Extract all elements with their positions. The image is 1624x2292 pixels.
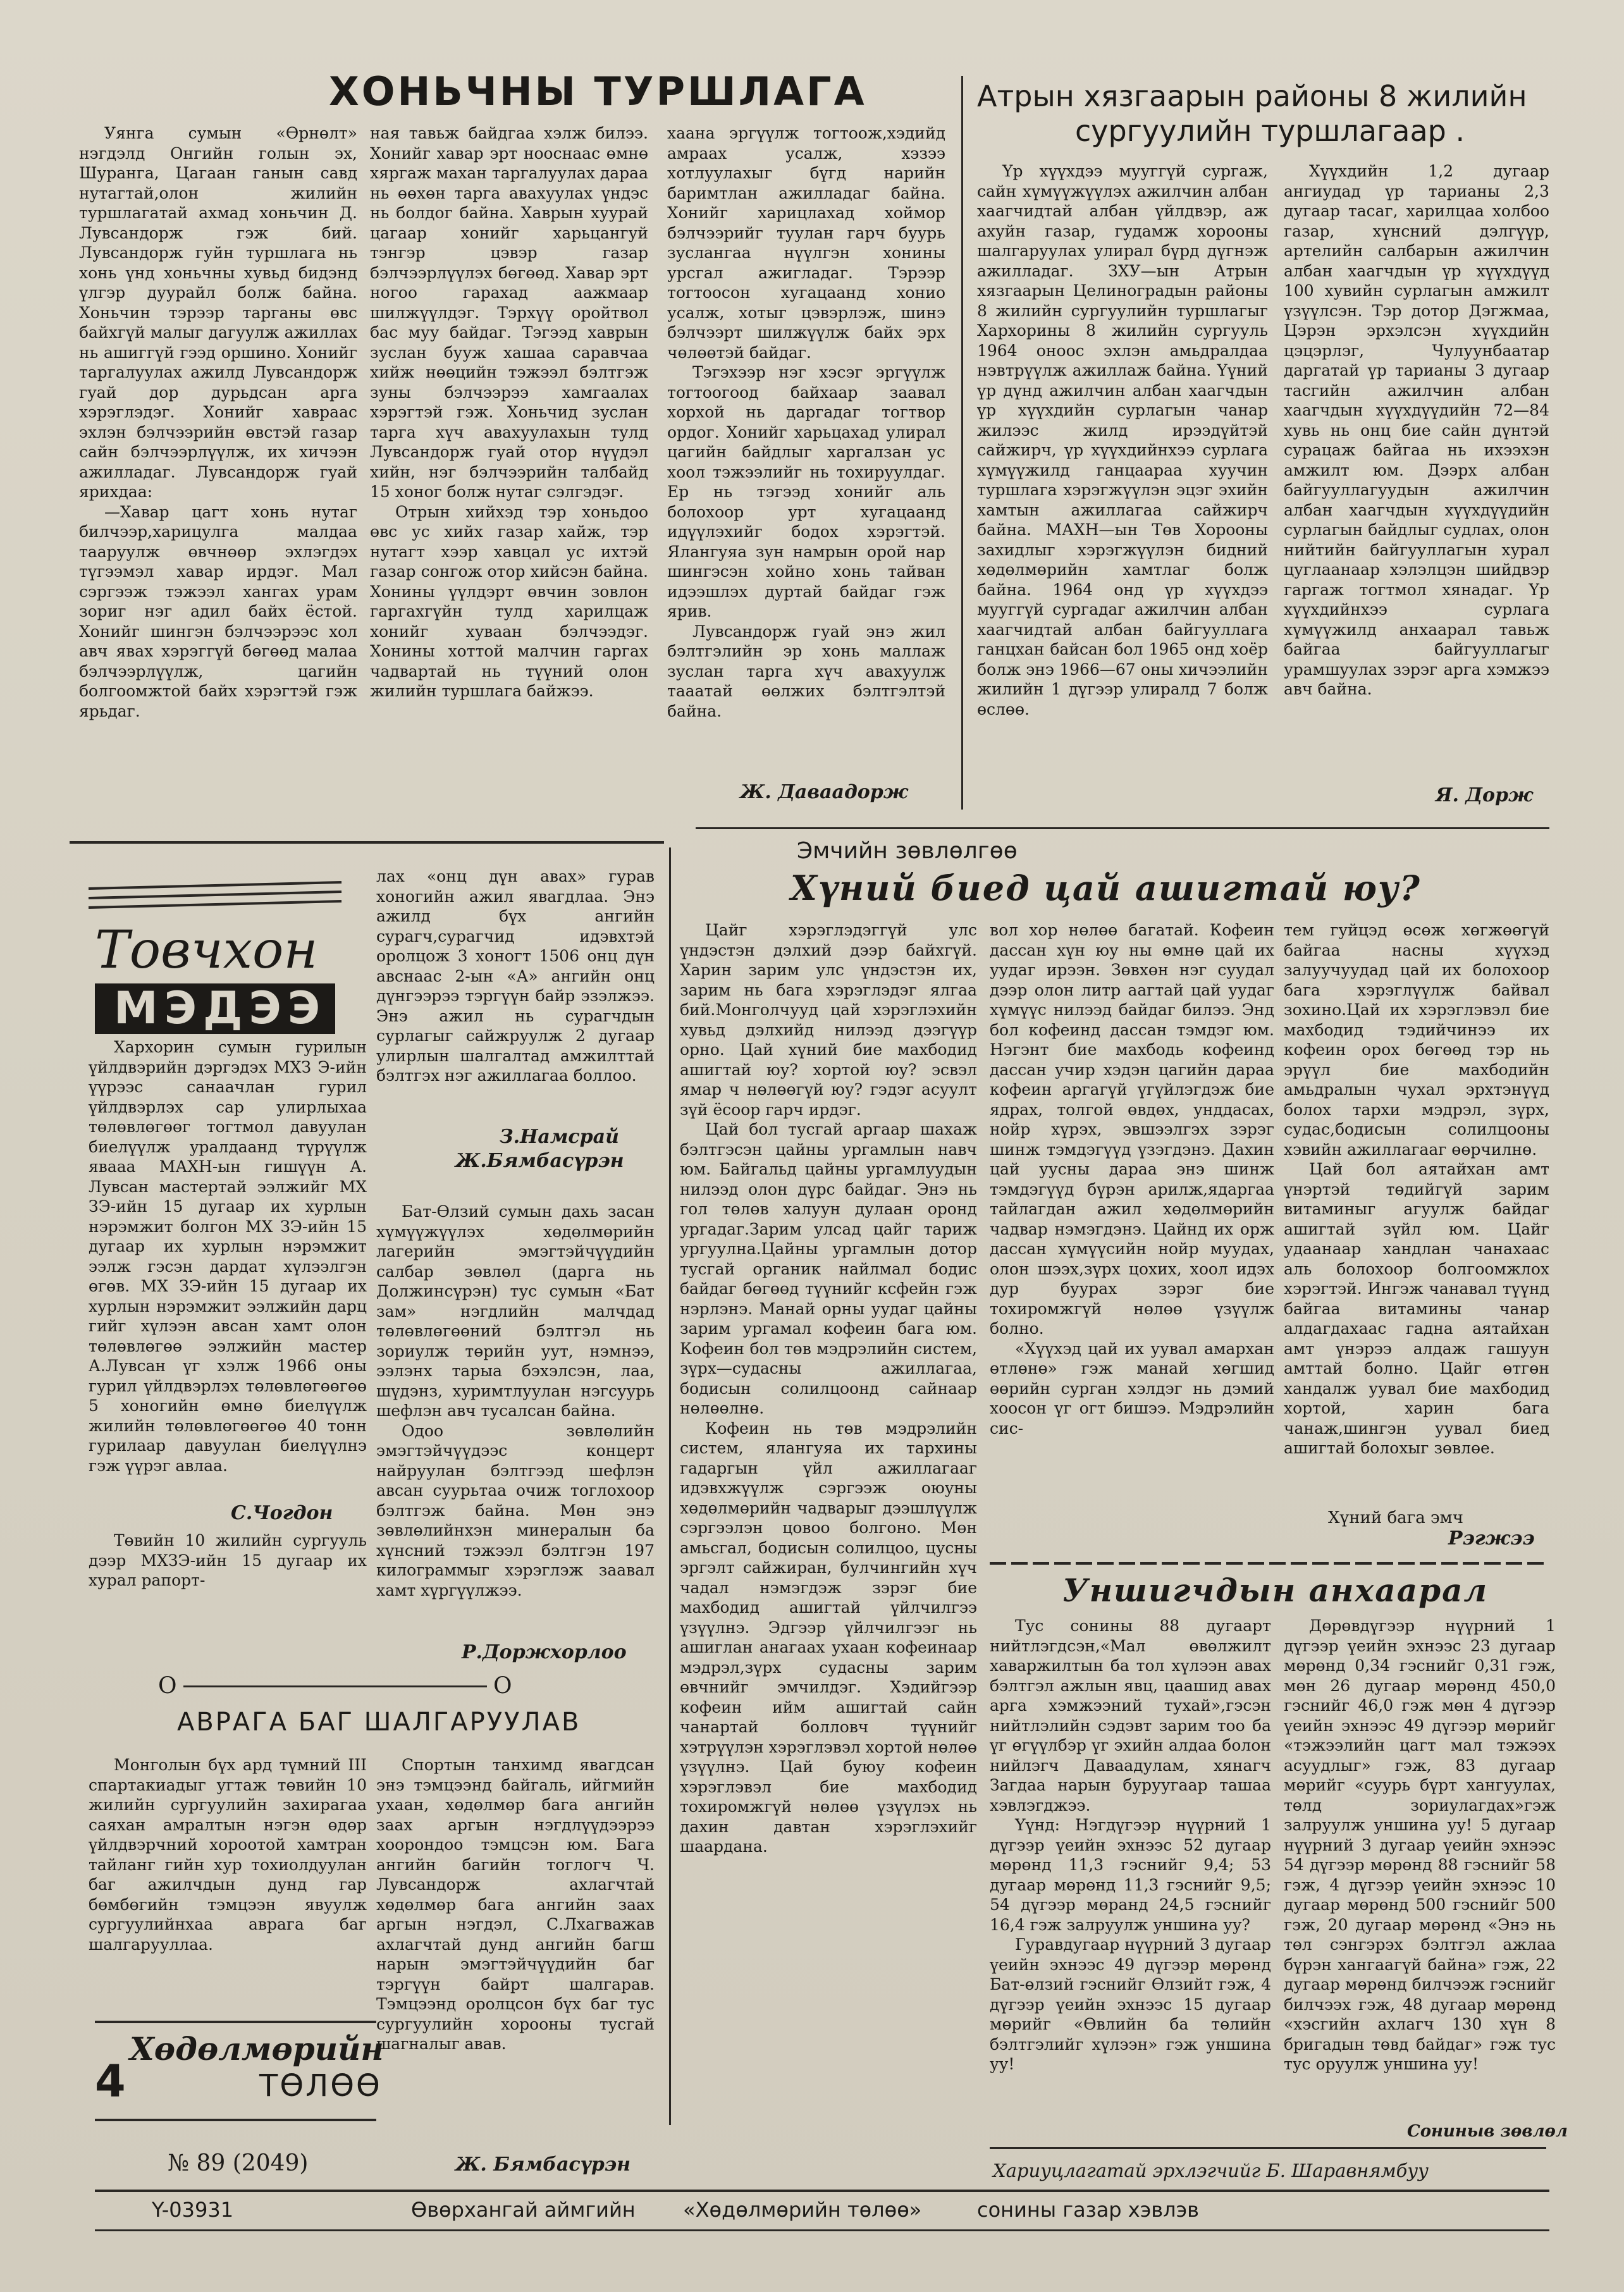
article1-text-3b: Тэгэхээр нэг хэсэг эргүүлж тогтоогоод байхаар заавал хорхой нь даргадаг тогтвор ордог. Хонийг харьцахад улирал цагийн байдлыг харгалзан ус хоол тэжээлийг нь тохируулдаг. Ер нь тэгээд хонийг аль болохоор урт хугацаанд идүүлэхийг бодох хэрэгтэй. Ялангуяа зун намрын орой нар шингэсэн хойно хонь тайван идээшлэх дуртай байдаг гэж ярив. — [667, 363, 945, 620]
short-news-logo — [76, 873, 360, 1037]
news-signature-3: Ж.Бямбасүрэн — [455, 1150, 624, 1172]
avraga-column1 — [89, 1755, 367, 2008]
masthead-page-number: 4 — [95, 2055, 126, 2107]
dashed-rule — [990, 1562, 1546, 1565]
article1-text-3: хаана эргүүлж тогтоож,хэдийд амраах усалж, хэзээ хотлуулахыг бүгд нарийн баримтлан ажилладаг байна. Хонийг харицлахад хоймор бэлчээрийг туулан гарч буурь зуслангаа нүүлгэн хонины урсгал ажигладаг. Тэрээр тогтоосон хугацаанд хонио усалж, хотыг цэвэрлэж, шинэ бэлчээрт шилжүүлж байх эрх чөлөөтэй байдаг. — [667, 124, 945, 362]
article2-column2 — [1284, 161, 1549, 787]
news-column1 — [89, 1037, 367, 1493]
article3-text-1b: Цай бол тусгай аргаар шахаж бэлтгэсэн цайны ургамлын навч юм. Байгальд цайны ургамлуудын нилээд олон дүрс байдаг. Энэ нь гол төлөв халуун дулаан оронд ургадаг.Зарим улсад цайг тариж ургуулна.Цайны ургамлын дотор тусгай органик найлмал бодис байдаг бөгөөд түүнийг ксфейн гэж нэрлэнэ. Манай орны уудаг цайны зарим ургамал кофеин бага юм. Кофеин бол төв мэдрэлийн систем, зүрх—судасны ажиллагаа, бодисын солилцоонд сайнаар нөлөөлнө. — [680, 1120, 977, 1417]
article1-text-2: ная тавьж байдгаа хэлж билээ. Хонийг хавар эрт нооснаас өмнө хяргаж махан таргалуулах дараа нь өөхөн тарга авахуулах үндэс нь болдог байна. Хаврын хуурай цагаар хонийг харьцангуй тэнгэр цэвэр газар бэлчээрлүүлэх бөгөөд. Хавар эрт ногоо гарахад аажмаар шилжүүлдэг. Тэрхүү оройтвол бас муу байдаг. Тэгээд хаврын зуслан бууж хашаа саравчаа хийж нөөцийн тэжээл бэлтгэж зуны бэлчээрээ хамгаалах хэрэгтэй гэж. Хоньчид зуслан тарга хүч авахуулахын тулд Лувсандорж гуай отор нүүдэл хийн, нэг бэлчээрийн талбайд 15 хоног болж нутаг сэлгэдэг. — [370, 124, 648, 501]
readers-text-1c: Гуравдугаар нүүрний 3 дугаар үеийн эхнээс 49 дүгээр мөрөнд Бат-өлзий гэснийг Өлзийт гэж, 4 дүгээр үеийн эхнээс 15 дугаар мөрийг «Өвлийн ба төлийн бэлтгэлийг хүлээн» гэж уншина уу! — [990, 1935, 1271, 2073]
readers-signature: Сониныв зөвлөл — [1407, 2122, 1568, 2141]
news-text-1: Хархорин сумын гурилын үйлдвэрийн дэргэдэх МХЗ Э-ийн үүрээс санаачлан гурил үйлдвэрлэх сар улирлыхаа төлөвлөгөөг тогтмол давуулан биелүүлж уралдаанд түрүүлж явааа МАХН-ын гишүүн А. Лувсан мастертай ээлжийг МХ ЗЭ-ийн 15 дугаар их хурлын нэрэмжит болгон МХ ЗЭ-ийн 15 дугаар их хурлын нэрэмжит ээлж гэсэн дардат хүлээлгэн өгөв. МХ ЗЭ-ийн 15 дугаар их хурлын нэрэмжит ээлжийн дарц гийг хүлээн авсан хамт олон төлөвлөгөө ээлжийн мастер А.Лувсан үг хэлж 1966 оны гурил үйлдвэрлэх төлөвлөгөөгөө 5 хоногийн өмнө биелүүлж жилийн төлөвлөгөөгөө 40 тонн гурилаар давуулан биелүүлнэ гэж үүрэг авлаа. — [89, 1038, 367, 1475]
news-text-2b: Бат-Өлзий сумын дахь засан хүмүүжүүлэх хөдөлмөрийн лагерийн эмэгтэйчүүдийн салбар зөвлөл (дарга нь Должинсүрэн) тус сумын «Бат зам» нэгдлийн малчдад төлөвлөгөөний бэлтгэл нь зориулж төрийн уут, нэмнээ, ээлэнх тарыа бэхэлсэн, лаа, шүдэнз, хуримтлуулан нэгсуурь шефлэн авч тусалсан байна. — [376, 1202, 655, 1420]
short-news-logo-bold: МЭДЭЭ — [114, 982, 327, 1034]
section-rule — [696, 827, 1549, 829]
article3-signature: Рэгжээ — [1448, 1527, 1535, 1550]
news-text-1b: Төвийн 10 жилийн сургууль дээр МХЗЭ-ийн 15 дугаар их хурал рапорт- — [89, 1531, 367, 1589]
issue-number: № 89 (2049) — [168, 2150, 309, 2176]
article1-quote: —Хавар цагт хонь нутаг билчээр,харицулга малдаа тааруулж өвчнөөр эхлэгдэх түгээмэл хавар ирдэг. Мал сэргээж тэжээл хангах урам зориг нэг адил байх ёстой. Хонийг шингэн бэлчээрээс хол авч явах хэрэггүй бөгөөд малаа бэлчээрлүүлж, цагийн болгоомжтой байх хэрэгтэй гэж ярьдаг. — [79, 502, 357, 720]
readers-text-1b: Үүнд: Нэгдүгээр нүүрний 1 дүгээр үеийн эхнээс 52 дугаар мөрөнд 11,3 гэснийг 9,4; 53 дугаар мөрөнд 11,3 гэснийг 9,5; 54 дүгээр мөранд 24,5 гэснийг 16,4 гэж залруулж уншина уу? — [990, 1816, 1271, 1934]
footer-newspaper-name: «Хөдөлмөрийн төлөө» — [683, 2198, 922, 2222]
article1-column3 — [667, 123, 945, 775]
editor-rule — [990, 2147, 1546, 2149]
masthead-title-2: ТӨЛӨӨ — [259, 2068, 382, 2104]
editor-line: Хариуцлагатай эрхлэгчийг Б. Шаравнямбуу — [993, 2160, 1429, 2181]
headline-atryn-1: Атрын хязгаарын районы 8 жилийн — [977, 79, 1527, 113]
news-text-2: лах «онц дүн авах» гурав хоногийн ажил явагдлаа. Энэ ажилд бүх ангийн сурагч,сурагчид идэвхтэй оролцож 3 хоногт 1506 онц дүн авснаас 2-ын «А» ангийн онц дүнгээрээ тэргүүн байр эзэлжээ. Энэ ажил нь сурагчдын сурлагыг сайжруулж 2 дугаар улирлын шалгалтад амжилттай бэлтгэх нэг ажиллагаа боллоо. — [376, 867, 655, 1085]
article1-signature: Ж. Даваадорж — [740, 781, 908, 803]
article3-text-1c: Кофеин нь төв мэдрэлийн систем, ялангуяа их тархины гадаргын үйл ажиллагааг идэвхжүүлж сэргээж оюуны хөдөлмөрийн чадварыг дээшлүүлж сэргээлэн цовоо болгоно. Мөн амьсгал, бодисын солилцоо, цусны эргэлт сайжиран, булчингийн хүч чадал нэмэгдэж зэрэг бие махбодид ашигтай үйлчилгээ үзүүлнэ. Эдгээр үйлчилгээг нь ашиглан анагаах ухаан кофеинаар мэдрэл,зүрх судасны зарим өвчнийг эмчилдэг. Хэдийгээр кофеин ийм ашигтай сайн чанартай болловч түүнийг хэтрүүлэн хэрэглэвэл хортой нөлөө үзүүлнэ. Цай буюу кофеин хэрэглэвэл бие махбодид тохиромжгүй нөлөө үзүүлэх нь дахин давтан хэрэглэхийг шаардана. — [680, 1419, 978, 1856]
heading-avraga: АВРАГА БАГ ШАЛГАРУУЛАВ — [177, 1708, 581, 1737]
news-signature-4: Р.Доржхорлоо — [462, 1641, 627, 1663]
article2-text-1: Үр хүүхдээ мууггүй сургаж, сайн хүмүүжүүлэх ажилчин албан хаагчидтай албан үйлдвэр, аж ахуйн газар, гудамж хорооны шалгаруулах улирал бүрд дүгнэж ажилладаг. ЗХУ—ын Атрын хязгаарын Целиноградын районы 8 жилийн сургуулийн туршлагыг Хархорины 8 жилийн сургууль 1964 оноос эхлэн амьдралдаа нэвтрүүлж ажиллаж байна. Үүний үр дүнд ажилчин албан хаагчдын үр хүүхдийн сурлагын чанар жилээс жилд ирээдүйтэй сайжирч, үр хүүхдийнхээ сурлага хүмүүжилд ганцаараа хуучин туршлага хэрэгжүүлэн эцэг эхийн хамтын ажиллагаа сайжирч байна. МАХН—ын Төв Хорооны захидлыг хэрэгжүүлэн бидний хөдөлмөрийн хамтлаг болж байна. 1964 онд үр хүүхдээ мууггүй сургадаг ажилчин албан хаагчидтай албан байгууллага ганцхан байсан бол 1965 онд хоёр болж энэ 1966—67 оны хичээлийн жилийн 1 дүгээр улиралд 7 болж өслөө. — [977, 162, 1268, 718]
separator-rule — [183, 1685, 487, 1687]
news-column2b — [376, 1202, 655, 1599]
separator-o-right: О — [493, 1673, 512, 1699]
news-column1b — [89, 1531, 367, 1613]
article1-column2 — [370, 123, 648, 825]
article3-author-title: Хүний бага эмч — [1328, 1508, 1463, 1527]
footer-aimag: Өвөрхангай аймгийн — [411, 2198, 636, 2222]
article3-title: Хүний биед цай ашигтай юу? — [790, 868, 1421, 908]
article3-column2 — [990, 920, 1274, 1550]
article3-column1 — [680, 920, 977, 2172]
article3-text-1: Цайг хэрэглэдэггүй улс үндэстэн дэлхий дээр байхгүй. Харин зарим улс үндэстэн их, зарим нь бага хэрэглэдэг ялгаа бий.Монголчууд цай хэрэглэхийн хувьд дэлхийд нилээд дээгүүр орно. Цай хүний бие махбодид ашигтай юу? хортой юу? эсвэл ямар ч нөлөөгүй юу? гэдэг асуулт зүй ёсоор гарч ирдэг. — [680, 921, 977, 1119]
article2-text-2: Хүүхдийн 1,2 дугаар ангиудад үр тарианы 2,3 дугаар тасаг, харилцаа холбоо газар, хүнсний дэлгүүр, артелийн салбарын ажилчин албан хаагчдын үр хүүхдүүд 100 хувийн сурлагын амжилт үзүүлсэн. Тэр дотор Дэгжмаа, Цэрэн эрхэлсэн хүүхдийн цэцэрлэг, Чулуунбаатар даргатай үр тарианы 3 дугаар тасгийн ажилчин албан хаагчдын хүүхдүүдийн 72—84 хувь нь онц бие сайн дүнтэй сурацаж байгаа нь ихээхэн амжилт юм. Дээрх албан байгууллагуудын ажилчин албан хаагчдын хүүхдүүдийн сурлагын байдлыг судлах, олон нийтийн байгууллагын хурал цуглаанаар хэлэлцэн шийдвэр гаргаж тогтмол хянадаг. Үр хүүхдийнхээ сурлага хүмүүжилд анхаарал тавьж байгаа байгууллагыг урамшуулах зэрэг арга хэмжээ авч байна. — [1284, 162, 1549, 698]
section-doctor-advice: Эмчийн зөвлөлгөө — [797, 838, 1018, 864]
readers-column2 — [1284, 1616, 1556, 2125]
article3-text-2: вол хор нөлөө багатай. Кофеин дассан хүн юу ны өмнө цай их уудаг ирээн. Зөвхөн нэг суудал дээр олон литр аагтай цай уудаг хүмүүс нилээд байдаг билээ. Энд бол кофеинд дассан тэмдэг юм. Нэгэнт бие махбодь кофеинд дассан учир хэдэн цагийн дараа кофеин аргагүй үгүйлэгдэж бие ядрах, толгой өвдөх, унддасах, нойр хүрэх, эвшээлгэх зэрэг шинж тэмдэгүүд үзэгдэнэ. Дахин цай уусны дараа энэ шинж тэмдэгүүд бүрэн арилж,ядаргаа тайлагдан ажил хөдөлмөрийн чадвар нэмэгдэнэ. Цайнд их орж дассан хүмүүсийн нойр муудах, олон шээх,зүрх цохих, хоол идэх дур буурах зэрэг бие тохиромжгүй нөлөө үзүүлж болно. — [990, 921, 1274, 1338]
footer-printed: сонины газар хэвлэв — [977, 2198, 1200, 2222]
article1-text-3c: Лувсандорж гуай энэ жил бэлтгэлийн эр хонь маллаж зуслан тарга хүч авахуулж тааатай өөлжих бэлтгэлтэй байна. — [667, 622, 945, 720]
news-text-2c: Одоо зөвлөлийн эмэгтэйчүүдээс концерт найруулан бэлтгээд шефлэн авсан суурьтаа очиж тоглохоор бэлтгэж байна. Мөн энэ зөвлөлийнхэн минералын ба хүнсний тэжээл бэлтгэн 197 килограммыг хэрэглэж заавал хамт хүргүүлжээ. — [376, 1421, 655, 1599]
column-divider — [961, 76, 963, 810]
masthead-title-1: Хөдөлмөрийн — [130, 2030, 384, 2067]
readers-text-1: Тус сонины 88 дугаарт нийтлэгдсэн,«Мал өвөлжилт хаваржилтын ба тол хүлээн авах бэлтгэл ажлын явц, цаашид авах арга хэмжээний тухай»,гэсэн нийтлэлийн сэдэвт зарим тоо ба үг өгүүлбэр үг эхийн алдаа болон нийлэгч Даваадулам, хянагч Загдаа нарын буруугаар ташаа хэвлэгджээ. — [990, 1617, 1271, 1814]
readers-column1 — [990, 1616, 1271, 2141]
avraga-text-1: Монголын бүх ард түмний III спартакиадыг угтаж төвийн 10 жилийн сургуулийн захирагаа саяхан амралтын нэгэн өдөр үйлдвэрчний хороотой хамтран тайланг гийн хур тохиолдуулан баг ажилчдын дунд гар бөмбөгийн тэмцээн явуулж сургуулийнхаа аврага баг шалгарууллаа. — [89, 1756, 367, 1954]
readers-text-2: Дөрөвдүгээр нүүрний 1 дүгээр үеийн эхнээс 23 дугаар мөрөнд 0,34 гэснийг 0,31 гэж, мөн 26 дугаар мөрөнд 450,0 гэснийг 46,0 гэж мөн 4 дүгээр үеийн эхнээс 49 дүгээр мөрийг «тэжээлийн цагт мал тэжээх асуудлыг» гэж, 83 дугаар мөрийг «суурь бүрт хангуулах, төлд зориулагдах»гэж залруулж уншина уу! 5 дугаар нүүрний 3 дугаар үеийн эхнээс 54 дүгээр мөрөнд 88 гэснийг 58 гэж, 4 дүгээр үеийн эхнээс 10 дугаар мөрөнд 500 гэснийг 500 гэж, 20 дугаар мөрөнд «Энэ нь төл сэнгэрэх бэлтгэл ажлаа бүрэн хангаагүй байна» гэж, 22 дугаар мөрөнд билчээж гэснийг билчээх гэж, 48 дугаар мөрөнд «хэсгийн ахлагч 130 хүн 8 бригадын төвд байдаг» гэж тус тус оруулж уншина уу! — [1284, 1617, 1556, 2073]
article1-text: Уянга сумын «Өрнөлт» нэгдэлд Онгийн голын эх, Шуранга, Цагаан ганын савд нутагтай,олон жилийн туршлагатай ахмад хоньчин Д. Лувсандорж гэж бий. Лувсандорж гуйн туршлага нь хонь үнд хоньчны хувьд бидэнд үлгэр дуурайл болж байна. Хоньчин тэрээр тарганы өвс байхгүй малыг дагуулж ажиллах нь ашиггүй гээд оршино. Хонийг таргалуулах ажилд Лувсандорж гуай дор дурьдсан арга хэрэглэдэг. Хонийг хавраас эхлэн бэлчээрийн өвстэй газар сайн бэлчээрлүүлж, их хичээн ажилладаг. Лувсандорж гуай ярихдаа: — [79, 124, 357, 501]
footer-code: Y-03931 — [152, 2198, 234, 2222]
masthead-rule-top — [95, 2021, 376, 2023]
short-news-logo-script: Товчхон — [95, 920, 318, 980]
section-readers-title: Уншигчдын анхаарал — [1062, 1572, 1489, 1609]
article3-column3 — [1284, 920, 1549, 1508]
avraga-column2 — [376, 1755, 655, 2147]
column-divider-2 — [669, 847, 671, 2125]
masthead-rule-bottom — [95, 2119, 376, 2121]
news-signature-2: З.Намсрай — [500, 1126, 619, 1148]
news-column2 — [376, 866, 655, 1119]
article3-text-2b: «Хүүхэд цай их уувал амархан өтлөнө» гэж манай хөгшид өөрийн сурган хэлдэг нь дэмий хоосон үг огт бишээ. Мэдрэлийн сис- — [990, 1339, 1274, 1438]
article2-signature: Я. Дорж — [1436, 784, 1534, 806]
avraga-signature: Ж. Бямбасүрэн — [455, 2153, 631, 2176]
avraga-text-2: Спортын танхимд явагдсан энэ тэмцээнд байгаль, ийгмийн ухаан, хөдөлмөр бага ангийн заах аргын нэгдлүүдээрээ хоорондоо тэмцсэн юм. Бага ангийн багийн тоглогч Ч. Лувсандорж ахлагчтай хөдөлмөр бага ангийн заах аргын нэгдэл, С.Лхагважав ахлагчтай дунд ангийн багш нарын эмэгтэйчүүдийн баг тэргүүн байрт шалгарав. Тэмцээнд оролцсон бүх баг тус сургуулийн хорооны тусгай шагналыг авав. — [376, 1756, 655, 2053]
article3-text-3b: Цай бол аятайхан амт үнэртэй төдийгүй зарим витаминыг агуулж байдаг ашигтай зүйл юм. Цайг удаанаар хандлан чанахаас аль болохоор болгоомжлох хэрэгтэй. Ингэж чанавал түүнд байгаа витамины чанар алдагдахаас гадна аятайхан амт үнэрээ алдаж гашуун амттай болно. Цайг өтгөн хандалж уувал бие махбодид хортой, харин бага чанаж,шингэн уувал биед ашигтай болохыг зөвлөе. — [1284, 1160, 1549, 1457]
footer-rule-top — [95, 2190, 1549, 2192]
news-signature-1: С.Чогдон — [231, 1502, 333, 1524]
headline-atryn-2: сургуулийн туршлагаар . — [1075, 114, 1465, 148]
article2-column1 — [977, 161, 1268, 794]
article1-column1 — [79, 123, 357, 825]
article3-text-3: тем гуйцэд өсөж хөгжөөгүй байгаа насны хүүхэд залуучуудад цай их болохоор бага хэрэглүүлж байвал зохино.Цай их хэрэглэвэл бие махбодид тэдийчинээ их кофеин орох бөгөөд тэр нь эрүүл бие махбодийн амьдралын чухал эрхтэнүүд болох тархи мэдрэл, зүрх, судас,бодисын солилцооны хэвийн ажиллагааг өөрчилнө. — [1284, 921, 1549, 1159]
headline-khonchny-turshlaga: ХОНЬЧНЫ ТУРШЛАГА — [329, 68, 867, 114]
separator-o-left: О — [158, 1673, 177, 1699]
article1-text-2b: Отрын хийхэд тэр хоньдоо өвс ус хийх газар хайж, тэр нутагт хээр хавцал ус ихтэй газар сонгож отор хийсэн байна. Хонины үүлдэрт өвчин зовлон гаргахгүйн тулд харилцаж хонийг хуваан бэлчээдэг. Хонины хоттой малчин гаргах чадвартай нь түүний олон жилийн туршлага байжээ. — [370, 502, 648, 700]
section-rule-left — [70, 841, 664, 844]
footer-rule-bottom — [95, 2229, 1549, 2231]
